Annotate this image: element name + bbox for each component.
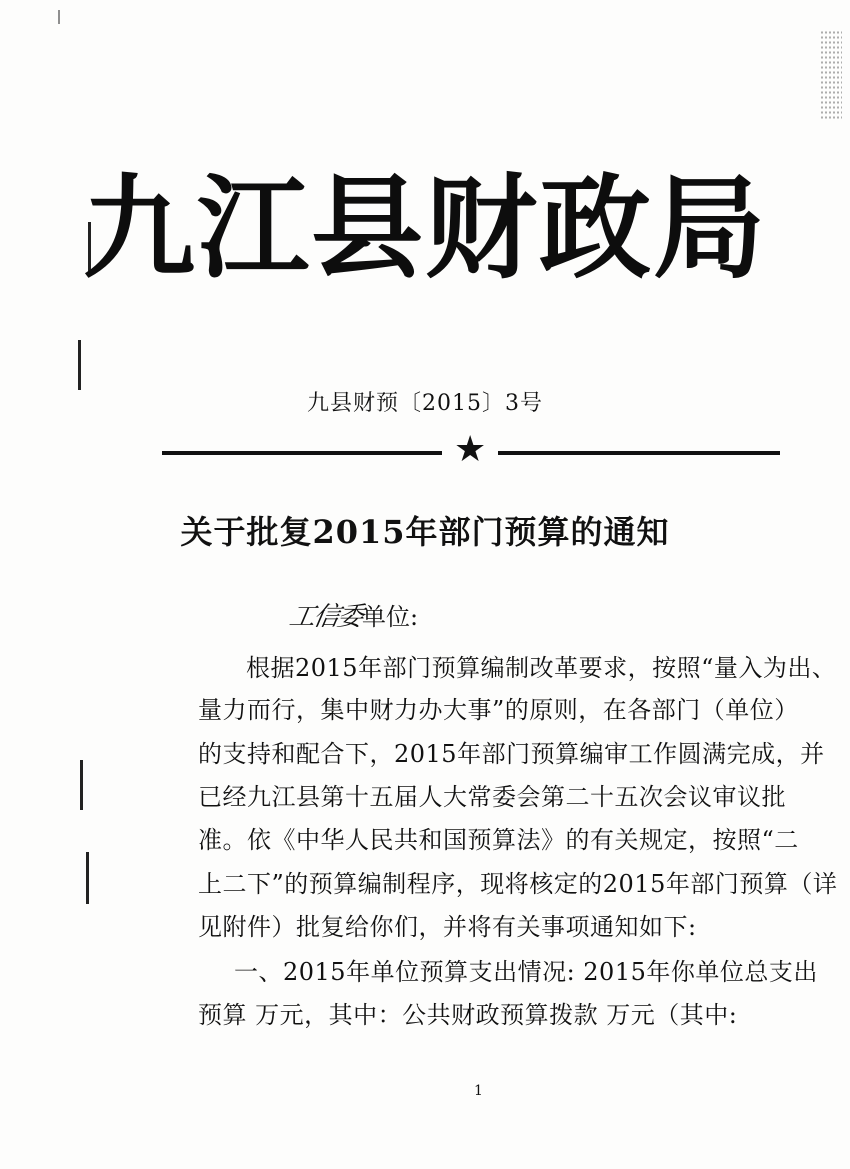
notice-title: 关于批复2015年部门预算的通知 [180,513,670,551]
body-line: 准。依《中华人民共和国预算法》的有关规定，按照“二 [198,826,799,854]
body-line: 上二下”的预算编制程序，现将核定的2015年部门预算（详 [198,870,838,898]
addressee [286,596,419,633]
body-line: 见附件）批复给你们，并将有关事项通知如下: [198,913,697,941]
star-icon: ★ [454,429,487,470]
document-number: 九县财预〔2015〕3号 [307,391,543,416]
body-line: 已经九江县第十五届人大常委会第二十五次会议审议批 [198,783,786,811]
scan-artifact-mark [80,760,83,810]
body-line: 量力而行，集中财力办大事”的原则，在各部门（单位） [198,696,799,724]
organization-title: 九江县财政局 [83,164,767,294]
body-line: 的支持和配合下，2015年部门预算编审工作圆满完成，并 [198,740,825,768]
scan-artifact-mark [86,852,89,904]
scan-artifact-mark [58,10,60,24]
scan-artifact-mark [78,340,81,390]
addressee-suffix: 单位: [362,603,419,631]
divider-line-left [162,451,442,455]
body-line: 预算 万元，其中：公共财政预算拨款 万元（其中: [198,1001,738,1029]
page-number: 1 [474,1083,483,1099]
handwritten-addressee: 工信委 [286,602,365,632]
body-line: 一、2015年单位预算支出情况: 2015年你单位总支出 [234,958,818,986]
body-line: 根据2015年部门预算编制改革要求，按照“量入为出、 [246,654,837,682]
divider-line-right [498,451,780,455]
scan-noise [820,30,842,120]
header-divider [162,429,780,470]
